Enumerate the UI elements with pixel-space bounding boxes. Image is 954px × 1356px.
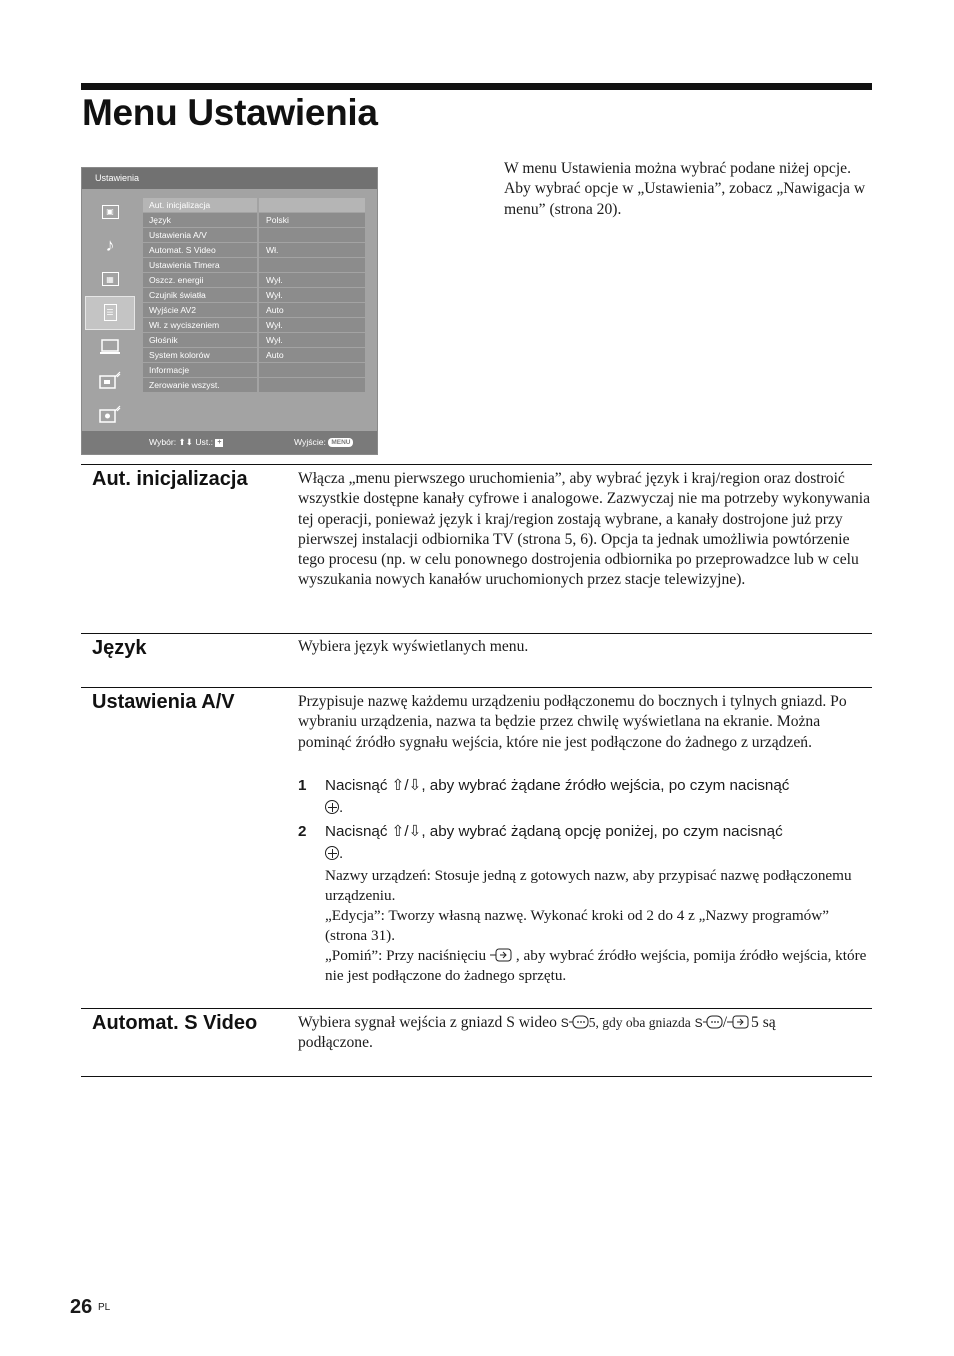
menu-key-icon: MENU [328,438,353,447]
tv-menu-footer-nav [149,431,223,454]
section-divider [81,687,872,688]
up-down-arrows-icon: ⬆⬇ [178,437,193,447]
section-divider [81,464,872,465]
tv-menu-row-label: Oszcz. energii [143,273,257,287]
tv-menu-footer-exit [294,431,353,454]
tv-menu-row-label: Ustawienia Timera [143,258,257,272]
tv-menu-row[interactable] [143,198,365,212]
tv-menu-row-value: Wył. [259,318,365,332]
section-divider [81,1076,872,1077]
footer-set-label: Ust.: [195,437,214,447]
section-title-aut: Aut. inicjalizacja [92,468,248,490]
tv-menu-row[interactable] [143,333,365,347]
tv-menu-row-value: Wył. [259,333,365,347]
option-skip [325,946,870,987]
tv-menu-row-value [259,198,365,212]
tv-menu-row-value: Wył. [259,288,365,302]
step-number: 2 [298,823,307,840]
tv-menu-row-label: Wyjście AV2 [143,303,257,317]
tv-menu-row-label: Zerowanie wszyst. [143,378,257,392]
page-number: 26 [70,1296,93,1318]
step-instruction: Nacisnąć ⇧/⇩, aby wybrać żądaną opcję poniżej, po czym nacisnąć [325,823,783,840]
picture-icon: ▣ [85,195,135,229]
svideo-text-c: są [762,1014,776,1031]
step-number: 1 [298,777,307,794]
tv-menu-row[interactable] [143,318,365,332]
channel-grid-icon: ▦ [85,262,135,296]
tv-menu-row[interactable] [143,213,365,227]
tv-menu-screenshot [81,167,378,455]
tv-menu-row[interactable] [143,273,365,287]
option-device-names: Nazwy urządzeń: Stosuje jedną z gotowych nazw, aby przypisać nazwę podłączonemu urządzeniu. [325,867,852,905]
tv-menu-row-value: Auto [259,303,365,317]
option-edit: „Edycja”: Tworzy własną nazwę. Wykonać kroki od 2 do 4 z „Nazwy programów” (strona 31). [325,907,829,945]
enter-button-icon [325,846,339,860]
tv-menu-icon-column [85,195,135,431]
section-divider [81,1008,872,1009]
video-input-jack-icon [727,1015,751,1030]
tv-menu-row-label: System kolorów [143,348,257,362]
page-title: Menu Ustawienia [82,92,378,133]
svideo-text-d: podłączone. [298,1034,373,1052]
tv-menu-row-value: Wył. [259,273,365,287]
section-body-jezyk: Wybiera język wyświetlanych menu. [298,638,529,655]
tv-menu-row-label: Wł. z wyciszeniem [143,318,257,332]
tv-menu-row-value: Polski [259,213,365,227]
tv-menu-row-value [259,378,365,392]
svideo-input-number: 5 [588,1015,596,1030]
tv-menu-row[interactable] [143,288,365,302]
section-title-av: Ustawienia A/V [92,691,235,713]
step-text: Nacisnąć ⇧/⇩, aby wybrać żądane źródło wejścia, po czym nacisnąć . [325,777,790,816]
s-video-label: S [560,1016,569,1030]
tv-menu-row[interactable] [143,243,365,257]
music-note-icon: ♪ [105,235,115,256]
tv-menu-row-value: Wł. [259,243,365,257]
tv-menu-footer [82,431,377,454]
svideo-input-number: 5 [751,1014,759,1031]
pc-monitor-icon [85,330,135,364]
tv-menu-row-label: Czujnik światła [143,288,257,302]
tv-menu-row-value [259,258,365,272]
section-title-jezyk: Język [92,637,147,659]
section-body-av: Przypisuje nazwę każdemu urządzeniu podłączonemu do bocznych i tylnych gniazd. Po wybraniu urządzenia, nazwa ta będzie przez chwilę wyświetlana na ekranie. Można pominąć źródło sygnału wejścia, które nie jest podłączone do żadnego z urządzeń. [298,693,847,751]
input-button-icon [490,948,516,963]
s-video-jack-icon [569,1015,589,1030]
tv-menu-row-label: Język [143,213,257,227]
section-divider [81,633,872,634]
digital-antenna-icon [85,397,135,431]
step-instruction: Nacisnąć ⇧/⇩, aby wybrać żądane źródło wejścia, po czym nacisnąć [325,777,790,794]
s-video-label: S [694,1016,703,1030]
tv-menu-row-label: Informacje [143,363,257,377]
footer-exit-label: Wyjście: [294,437,326,447]
tv-menu-row-label: Aut. inicjalizacja [143,198,257,212]
tv-menu-row-value [259,228,365,242]
tv-menu-row[interactable] [143,378,365,392]
page-language: PL [98,1302,111,1313]
tv-menu-list [143,198,365,393]
tv-menu-row-value [259,363,365,377]
section-title-svideo: Automat. S Video [92,1012,258,1034]
section-body-svideo: Wybiera sygnał wejścia z gniazd S wideo S 5, gdy oba gniazda S / 5 są podłączone. [298,1014,776,1052]
tv-menu-row-label: Ustawienia A/V [143,228,257,242]
svideo-text-a: Wybiera sygnał wejścia z gniazd S wideo [298,1014,557,1031]
tv-menu-row[interactable] [143,303,365,317]
tv-menu-row[interactable] [143,258,365,272]
footer-select-label: Wybór: [149,437,177,447]
intro-paragraph: W menu Ustawienia można wybrać podane niżej opcje. Aby wybrać opcje w „Ustawienia”, zobacz „Nawigacja w menu” (strona 20). [504,160,866,218]
enter-button-icon [325,800,339,814]
section-body-aut: Włącza „menu pierwszego uruchomienia”, aby wybrać język i kraj/region oraz dostroić wszystkie dostępne kanały cyfrowe i analogowe. Zazwyczaj nie ma potrzeby wykonywania tej operacji, ponieważ język i kraj/region zostają wybrane, a kanały dostrojone już przy pierwszej instalacji odbiornika TV (strona 5, 6). Opcja ta jednak umożliwia powtórzenie tego procesu (np. w celu ponownego dostrojenia odbiornika po przeprowadzce lub w celu wyszukania nowych kanałów uruchomionych przez stacje telewizyjne). [298,470,870,589]
option-skip-text-b: , aby wybrać źródło wejścia, pomija źródło wejścia, które nie jest podłączone do żadnego sprzętu. [325,947,867,985]
svideo-text-b: , gdy oba gniazda [595,1015,691,1030]
title-rule [81,83,872,90]
tv-menu-row-label: Głośnik [143,333,257,347]
settings-list-icon: ☰ [85,296,135,330]
tv-menu-row-value: Auto [259,348,365,362]
option-skip-text-a: „Pomiń”: Przy naciśnięciu [325,947,487,964]
tv-menu-row[interactable] [143,348,365,362]
input-antenna-icon [85,363,135,397]
s-video-jack-icon [703,1015,723,1030]
tv-menu-row[interactable] [143,228,365,242]
plus-key-icon: + [217,438,222,446]
step-text: Nacisnąć ⇧/⇩, aby wybrać żądaną opcję poniżej, po czym nacisnąć . [325,823,783,862]
tv-menu-row[interactable] [143,363,365,377]
tv-menu-row-label: Automat. S Video [143,243,257,257]
tv-menu-header: Ustawienia [82,168,377,189]
